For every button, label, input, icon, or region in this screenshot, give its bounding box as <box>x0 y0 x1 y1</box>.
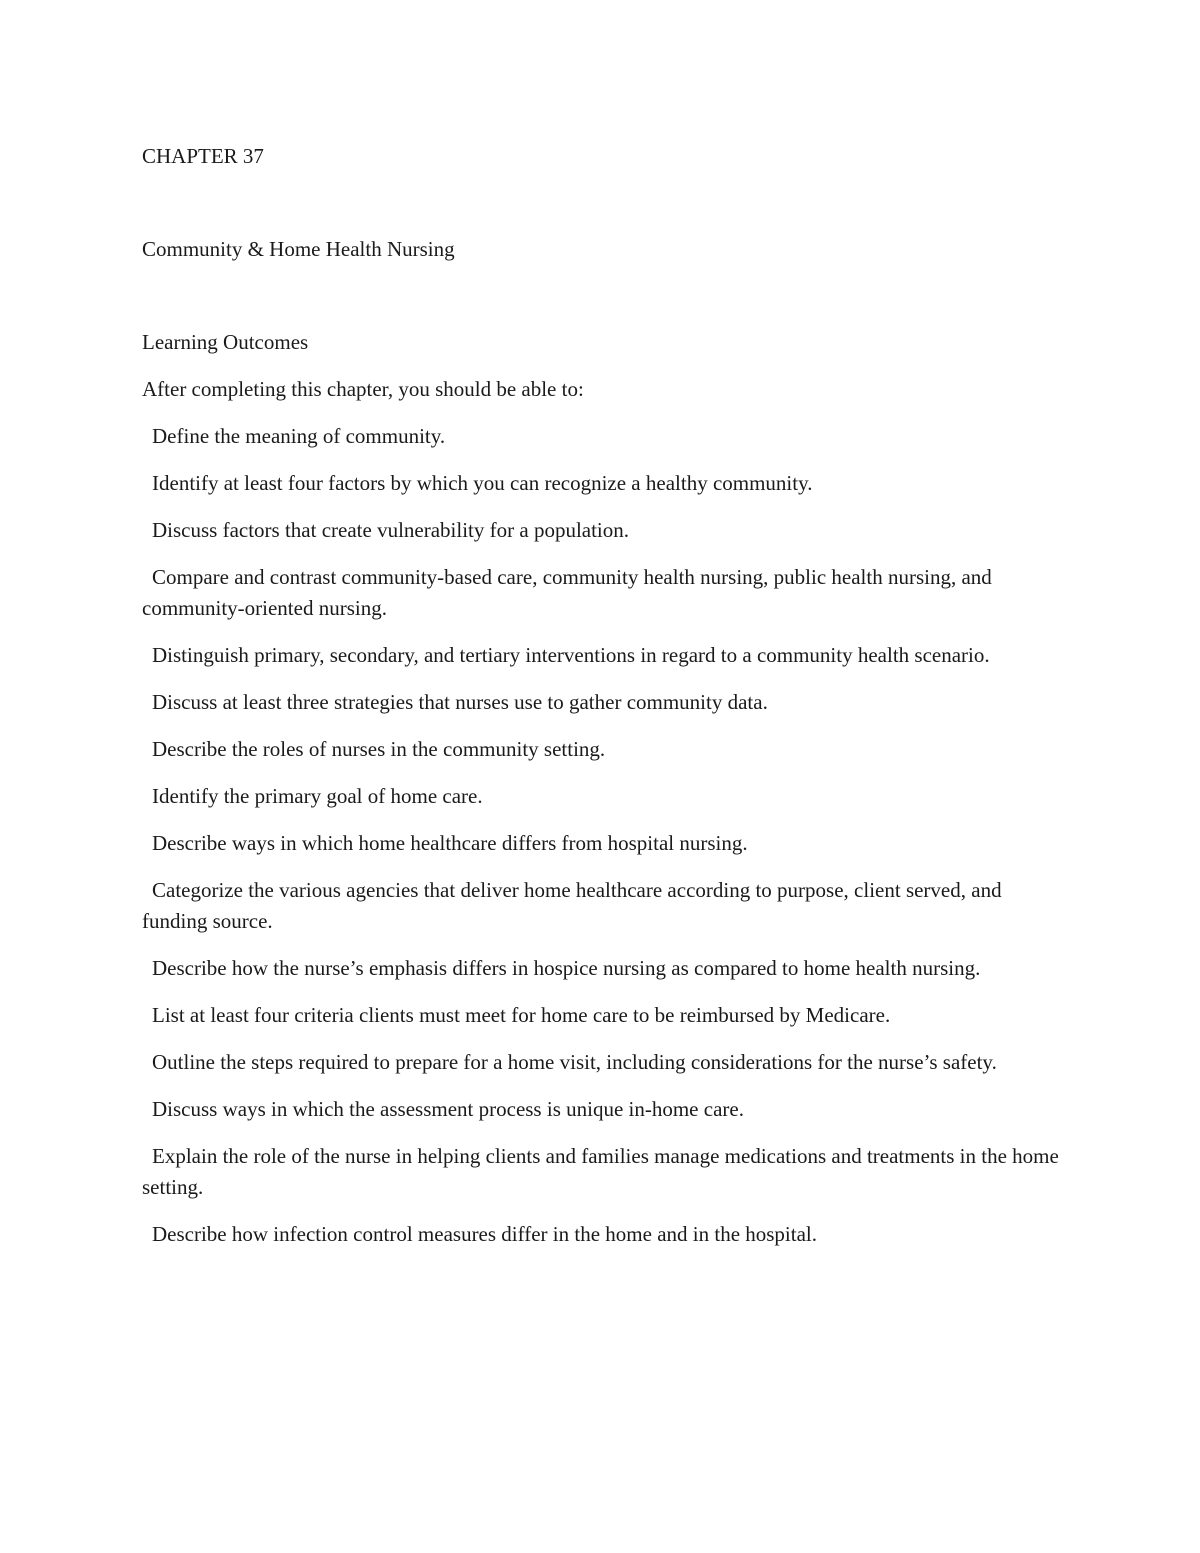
outcome-item: Describe ways in which home healthcare differs from hospital nursing. <box>152 831 748 855</box>
outcome-item: Define the meaning of community. <box>152 424 446 448</box>
section-heading: Learning Outcomes <box>142 330 309 354</box>
chapter-title: Community & Home Health Nursing <box>142 237 455 261</box>
outcome-item: Discuss at least three strategies that nurses use to gather community data. <box>152 690 768 714</box>
intro-text: After completing this chapter, you should be able to: <box>142 377 584 401</box>
outcome-item: Distinguish primary, secondary, and tertiary interventions in regard to a community health scenario. <box>152 643 990 667</box>
outcome-item: Describe how the nurse’s emphasis differs in hospice nursing as compared to home health nursing. <box>152 956 981 980</box>
outcome-item: Outline the steps required to prepare for a home visit, including considerations for the nurse’s safety. <box>152 1050 997 1074</box>
outcome-item: Compare and contrast community-based care, community health nursing, public health nursing, and community-oriented nursing. <box>142 565 992 620</box>
outcome-item: Identify the primary goal of home care. <box>152 784 483 808</box>
learning-outcomes-list <box>142 421 1062 1250</box>
outcome-item: Discuss ways in which the assessment process is unique in-home care. <box>152 1097 744 1121</box>
outcome-item: Describe the roles of nurses in the community setting. <box>152 737 606 761</box>
document-page <box>142 141 1062 1250</box>
outcome-item: Discuss factors that create vulnerability for a population. <box>152 518 630 542</box>
outcome-item: Explain the role of the nurse in helping clients and families manage medications and treatments in the home setting. <box>142 1144 1059 1199</box>
outcome-item: Identify at least four factors by which you can recognize a healthy community. <box>152 471 813 495</box>
outcome-item: List at least four criteria clients must meet for home care to be reimbursed by Medicare. <box>152 1003 891 1027</box>
outcome-item: Describe how infection control measures differ in the home and in the hospital. <box>152 1222 818 1246</box>
chapter-label: CHAPTER 37 <box>142 144 264 168</box>
outcome-item: Categorize the various agencies that deliver home healthcare according to purpose, client served, and funding source. <box>142 878 1002 933</box>
